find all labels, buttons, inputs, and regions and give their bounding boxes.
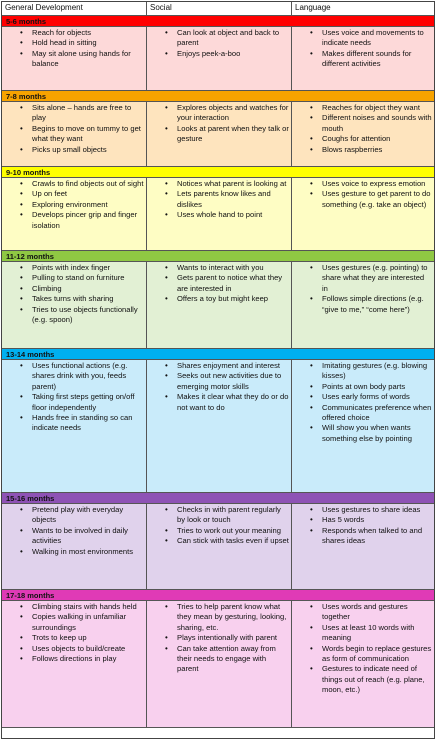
list-item: • Uses voice and movements to indicate needs	[322, 28, 432, 49]
list-item: • Reaches for object they want	[322, 103, 432, 113]
social-cell	[147, 27, 292, 90]
list-item: • Uses at least 10 words with meaning	[322, 623, 432, 644]
list-item: • Uses objects to build/create	[32, 644, 144, 654]
list-item: • Wants to be involved in daily activities	[32, 526, 144, 547]
list-item: • Looks at parent when they talk or gesture	[177, 124, 289, 145]
list-item: • Walking in most environments	[32, 547, 144, 557]
list-item: • Points at own body parts	[322, 382, 432, 392]
language-list	[292, 505, 432, 547]
list-item: • Gets parent to notice what they are interested in	[177, 273, 289, 294]
social-list	[147, 361, 289, 413]
age-group	[2, 167, 434, 251]
list-item: • Gestures to indicate need of things out of reach (e.g. plane, moon, etc.)	[322, 664, 432, 695]
list-item: • Enjoys peek-a-boo	[177, 49, 289, 59]
table-row	[2, 601, 434, 727]
social-list	[147, 179, 289, 221]
general-list	[2, 263, 144, 325]
age-groups	[2, 16, 434, 728]
list-item: • Uses early forms of words	[322, 392, 432, 402]
list-item: • Follows directions in play	[32, 654, 144, 664]
list-item: • Words begin to replace gestures as form of communication	[322, 644, 432, 665]
list-item: • Points with index finger	[32, 263, 144, 273]
list-item: • Checks in with parent regularly by look or touch	[177, 505, 289, 526]
age-group	[2, 590, 434, 728]
list-item: • Pulling to stand on furniture	[32, 273, 144, 283]
list-item: • Explores objects and watches for your interaction	[177, 103, 289, 124]
list-item: • Uses voice to express emotion	[322, 179, 432, 189]
general-cell	[2, 504, 147, 589]
language-cell	[292, 27, 434, 90]
age-band: 9-10 months	[2, 167, 434, 178]
age-band: 13-14 months	[2, 349, 434, 360]
age-group	[2, 493, 434, 590]
list-item: • Can take attention away from their needs to engage with parent	[177, 644, 289, 675]
list-item: • Blows raspberries	[322, 145, 432, 155]
list-item: • Begins to move on tummy to get what they want	[32, 124, 144, 145]
list-item: • Crawls to find objects out of sight	[32, 179, 144, 189]
language-list	[292, 103, 432, 155]
social-cell	[147, 178, 292, 250]
language-list	[292, 28, 432, 70]
list-item: • Taking first steps getting on/off floor independently	[32, 392, 144, 413]
list-item: • Notices what parent is looking at	[177, 179, 289, 189]
list-item: • Tries to work out your meaning	[177, 526, 289, 536]
list-item: • Hold head in sitting	[32, 38, 144, 48]
age-group	[2, 349, 434, 493]
general-list	[2, 505, 144, 557]
table-row	[2, 178, 434, 250]
list-item: • Tries to help parent know what they mean by gesturing, looking, sharing, etc.	[177, 602, 289, 633]
list-item: • Develops pincer grip and finger isolation	[32, 210, 144, 231]
list-item: • Seeks out new activities due to emerging motor skills	[177, 371, 289, 392]
social-cell	[147, 262, 292, 348]
language-cell	[292, 504, 434, 589]
language-cell	[292, 102, 434, 166]
list-item: • Uses gestures to share ideas	[322, 505, 432, 515]
list-item: • Uses functional actions (e.g. shares drink with you, feeds parent)	[32, 361, 144, 392]
general-list	[2, 602, 144, 664]
table-header-row	[2, 2, 434, 16]
list-item: • Copies walking in unfamiliar surroundings	[32, 612, 144, 633]
language-cell	[292, 262, 434, 348]
list-item: • Can stick with tasks even if upset	[177, 536, 289, 546]
table-row	[2, 262, 434, 348]
age-band: 11-12 months	[2, 251, 434, 262]
list-item: • Lets parents know likes and dislikes	[177, 189, 289, 210]
language-list	[292, 263, 432, 315]
language-list	[292, 179, 432, 210]
social-list	[147, 602, 289, 675]
general-list	[2, 28, 144, 70]
header-social: Social	[147, 2, 292, 15]
list-item: • Climbing stairs with hands held	[32, 602, 144, 612]
list-item: • Reach for objects	[32, 28, 144, 38]
list-item: • Uses gestures (e.g. pointing) to share what they are interested in	[322, 263, 432, 294]
list-item: • Makes different sounds for different activities	[322, 49, 432, 70]
language-cell	[292, 601, 434, 727]
language-list	[292, 602, 432, 696]
header-language: Language	[295, 3, 331, 12]
general-cell	[2, 601, 147, 727]
list-item: • Uses words and gestures together	[322, 602, 432, 623]
list-item: • Plays intentionally with parent	[177, 633, 289, 643]
list-item: • Shares enjoyment and interest	[177, 361, 289, 371]
age-band: 17-18 months	[2, 590, 434, 601]
list-item: • Offers a toy but might keep	[177, 294, 289, 304]
social-list	[147, 263, 289, 305]
list-item: • Tries to use objects functionally (e.g. spoon)	[32, 305, 144, 326]
list-item: • Will show you when wants something else by pointing	[322, 423, 432, 444]
header-general-development: General Development	[2, 2, 147, 15]
development-table	[1, 1, 435, 739]
list-item: • Imitating gestures (e.g. blowing kisses)	[322, 361, 432, 382]
social-cell	[147, 102, 292, 166]
list-item: • Follows simple directions (e.g. “give to me,” “come here”)	[322, 294, 432, 315]
list-item: • Sits alone – hands are free to play	[32, 103, 144, 124]
general-cell	[2, 360, 147, 492]
language-list	[292, 361, 432, 444]
social-list	[147, 505, 289, 547]
list-item: • Has 5 words	[322, 515, 432, 525]
list-item: • Coughs for attention	[322, 134, 432, 144]
list-item: • Makes it clear what they do or do not want to do	[177, 392, 289, 413]
list-item: • Responds when talked to and shares ideas	[322, 526, 432, 547]
social-cell	[147, 601, 292, 727]
social-cell	[147, 360, 292, 492]
language-cell	[292, 360, 434, 492]
language-cell	[292, 178, 434, 250]
general-cell	[2, 178, 147, 250]
age-band: 5-6 months	[2, 16, 434, 27]
list-item: • Up on feet	[32, 189, 144, 199]
general-cell	[2, 102, 147, 166]
general-list	[2, 361, 144, 434]
list-item: • Hands free in standing so can indicate needs	[32, 413, 144, 434]
age-group	[2, 251, 434, 349]
list-item: • Can look at object and back to parent	[177, 28, 289, 49]
list-item: • Exploring environment	[32, 200, 144, 210]
list-item: • Different noises and sounds with mouth	[322, 113, 432, 134]
list-item: • Uses whole hand to point	[177, 210, 289, 220]
social-list	[147, 28, 289, 59]
social-list	[147, 103, 289, 145]
age-group	[2, 16, 434, 91]
list-item: • May sit alone using hands for balance	[32, 49, 144, 70]
list-item: • Picks up small objects	[32, 145, 144, 155]
list-item: • Uses gesture to get parent to do something (e.g. take an object)	[322, 189, 432, 210]
list-item: • Climbing	[32, 284, 144, 294]
list-item: • Communicates preference when offered choice	[322, 403, 432, 424]
age-band: 7-8 months	[2, 91, 434, 102]
general-list	[2, 103, 144, 155]
table-row	[2, 360, 434, 492]
general-cell	[2, 27, 147, 90]
list-item: • Wants to interact with you	[177, 263, 289, 273]
table-row	[2, 27, 434, 90]
list-item: • Pretend play with everyday objects	[32, 505, 144, 526]
social-cell	[147, 504, 292, 589]
list-item: • Trots to keep up	[32, 633, 144, 643]
general-list	[2, 179, 144, 231]
general-cell	[2, 262, 147, 348]
list-item: • Takes turns with sharing	[32, 294, 144, 304]
age-group	[2, 91, 434, 167]
table-row	[2, 102, 434, 166]
age-band: 15-16 months	[2, 493, 434, 504]
table-row	[2, 504, 434, 589]
